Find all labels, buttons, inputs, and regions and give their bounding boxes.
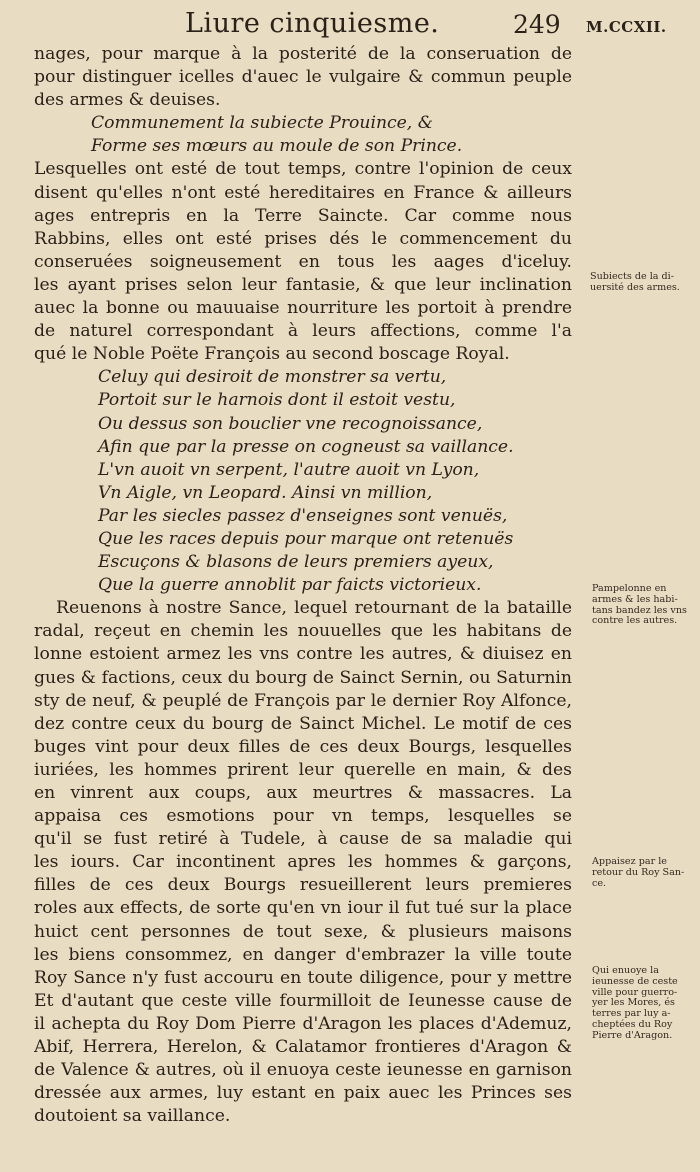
margin-note-line: tans bandez les vns xyxy=(592,604,687,616)
margin-note-line: Qui enuoye la xyxy=(592,965,659,976)
page-number: 249 xyxy=(513,10,561,39)
text-line: filles de ces deux Bourgs resueillerent leurs premieres xyxy=(34,875,572,896)
margin-note-line: Appaisez par le xyxy=(592,856,667,867)
running-title: Liure cinquiesme. xyxy=(185,8,440,39)
text-line: iuriées, les hommes prirent leur querelle en main, & des xyxy=(34,759,572,780)
text-line: dez contre ceux du bourg de Sainct Michel. Le motif de ces xyxy=(34,713,572,734)
text-line: Reuenons à nostre Sance, lequel retournant de la bataille xyxy=(56,598,572,619)
verse-line: Vn Aigle, vn Leopard. Ainsi vn million, xyxy=(98,482,433,503)
verse-line: Que les races depuis pour marque ont retenuës xyxy=(98,528,514,549)
margin-note-line: Pierre d'Aragon. xyxy=(592,1029,673,1041)
text-line: nages, pour marque à la posterité de la conseruation de xyxy=(34,44,572,64)
text-line: en vinrent aux coups, aux meurtres & massacres. La xyxy=(34,783,572,803)
margin-note-line: armes & les habi- xyxy=(592,593,678,605)
text-line: radal, reçeut en chemin les nouuelles que les habitans de xyxy=(34,621,572,642)
verse-line: Celuy qui desiroit de monstrer sa vertu, xyxy=(98,367,447,388)
verse-line: L'vn auoit vn serpent, l'autre auoit vn Lyon, xyxy=(98,459,480,480)
text-line: il achepta du Roy Dom Pierre d'Aragon les places d'Ademuz, xyxy=(34,1013,572,1034)
margin-note-line: ville pour guerro- xyxy=(592,986,678,998)
text-line: des armes & deuises. xyxy=(34,90,221,111)
text-line: appaisa ces esmotions pour vn temps, lesquelles se xyxy=(34,806,572,827)
text-line: conseruées soigneusement en tous les aages d'iceluy. xyxy=(34,251,572,272)
text-line: huict cent personnes de tout sexe, & plusieurs maisons xyxy=(34,921,572,942)
text-line: Rabbins, elles ont esté prises dés le commencement du xyxy=(34,228,572,249)
margin-note-line: yer les Mores, és xyxy=(592,997,675,1009)
text-line: auec la bonne ou mauuaise nourriture les portoit à prendre xyxy=(34,298,572,319)
verse-line: Ou dessus son bouclier vne recognoissance, xyxy=(98,413,483,434)
text-line: lonne estoient armez les vns contre les autres, & diuisez en xyxy=(34,644,572,665)
margin-note-4 xyxy=(592,966,700,1042)
text-line: qu'il se fust retiré à Tudele, à cause de sa maladie qui xyxy=(34,829,572,850)
text-line: Roy Sance n'y fust accouru en toute diligence, pour y mettre xyxy=(34,967,572,988)
page-header xyxy=(0,6,700,42)
folio-year-marker: M.CCXII. xyxy=(586,18,667,36)
margin-note-line: ce. xyxy=(592,877,607,889)
margin-note-2 xyxy=(592,584,700,627)
margin-note-1 xyxy=(590,272,700,294)
margin-note-line: Subiects de la di- xyxy=(590,271,674,282)
margin-note-line: uersité des armes. xyxy=(590,281,680,293)
margin-note-line: ieunesse de ceste xyxy=(592,975,678,987)
verse-line: Que la guerre annoblit par faicts victorieux. xyxy=(98,575,482,596)
margin-note-line: retour du Roy San- xyxy=(592,866,685,878)
text-line: dressée aux armes, luy estant en paix auec les Princes ses xyxy=(34,1083,572,1104)
text-line: Lesquelles ont esté de tout temps, contre l'opinion de ceux xyxy=(34,159,572,180)
text-line: ages entrepris en la Terre Saincte. Car comme nous xyxy=(34,205,572,226)
text-line: buges vint pour deux filles de ces deux Bourgs, lesquelles xyxy=(34,736,572,757)
text-line: Abif, Herrera, Herelon, & Calatamor frontieres d'Aragon & xyxy=(34,1037,572,1058)
text-line: les biens consommez, en danger d'embrazer la ville toute xyxy=(34,944,572,965)
text-line: sty de neuf, & peuplé de François par le dernier Roy Alfonce, xyxy=(34,690,572,711)
main-text-block xyxy=(34,43,572,1128)
margin-note-line: contre les autres. xyxy=(592,615,678,627)
margin-note-line: cheptées du Roy xyxy=(592,1018,673,1030)
margin-note-3 xyxy=(592,857,700,889)
verse-line: Communement la subiecte Prouince, & xyxy=(91,113,434,134)
text-line: gues & factions, ceux du bourg de Sainct Sernin, ou Saturnin xyxy=(34,667,572,688)
text-line: pour distinguer icelles d'auec le vulgaire & commun peuple xyxy=(34,67,572,88)
text-line: de Valence & autres, où il enuoya ceste ieunesse en garnison xyxy=(34,1060,572,1081)
verse-line: Portoit sur le harnois dont il estoit vestu, xyxy=(98,390,456,411)
text-line: de naturel correspondant à leurs affections, comme l'a xyxy=(34,321,572,342)
verse-line: Escuçons & blasons de leurs premiers ayeux, xyxy=(98,552,494,573)
text-line: les ayant prises selon leur fantasie, & que leur inclination xyxy=(34,274,572,295)
text-line: roles aux effects, de sorte qu'en vn iour il fut tué sur la place xyxy=(34,898,572,919)
text-line: doutoient sa vaillance. xyxy=(34,1106,231,1127)
verse-line: Afin que par la presse on cogneust sa vaillance. xyxy=(98,436,514,457)
margin-note-line: terres par luy a- xyxy=(592,1008,671,1020)
text-line: disent qu'elles n'ont esté hereditaires en France & ailleurs xyxy=(34,182,572,203)
margin-note-line: Pampelonne en xyxy=(592,583,667,594)
text-line: qué le Noble Poëte François au second boscage Royal. xyxy=(34,344,510,365)
text-line: Et d'autant que ceste ville fourmilloit de Ieunesse cause de xyxy=(34,990,572,1011)
text-line: les iours. Car incontinent apres les hommes & garçons, xyxy=(34,852,572,873)
verse-line: Par les siecles passez d'enseignes sont venuës, xyxy=(98,505,508,526)
verse-line: Forme ses mœurs au moule de son Prince. xyxy=(91,136,463,157)
